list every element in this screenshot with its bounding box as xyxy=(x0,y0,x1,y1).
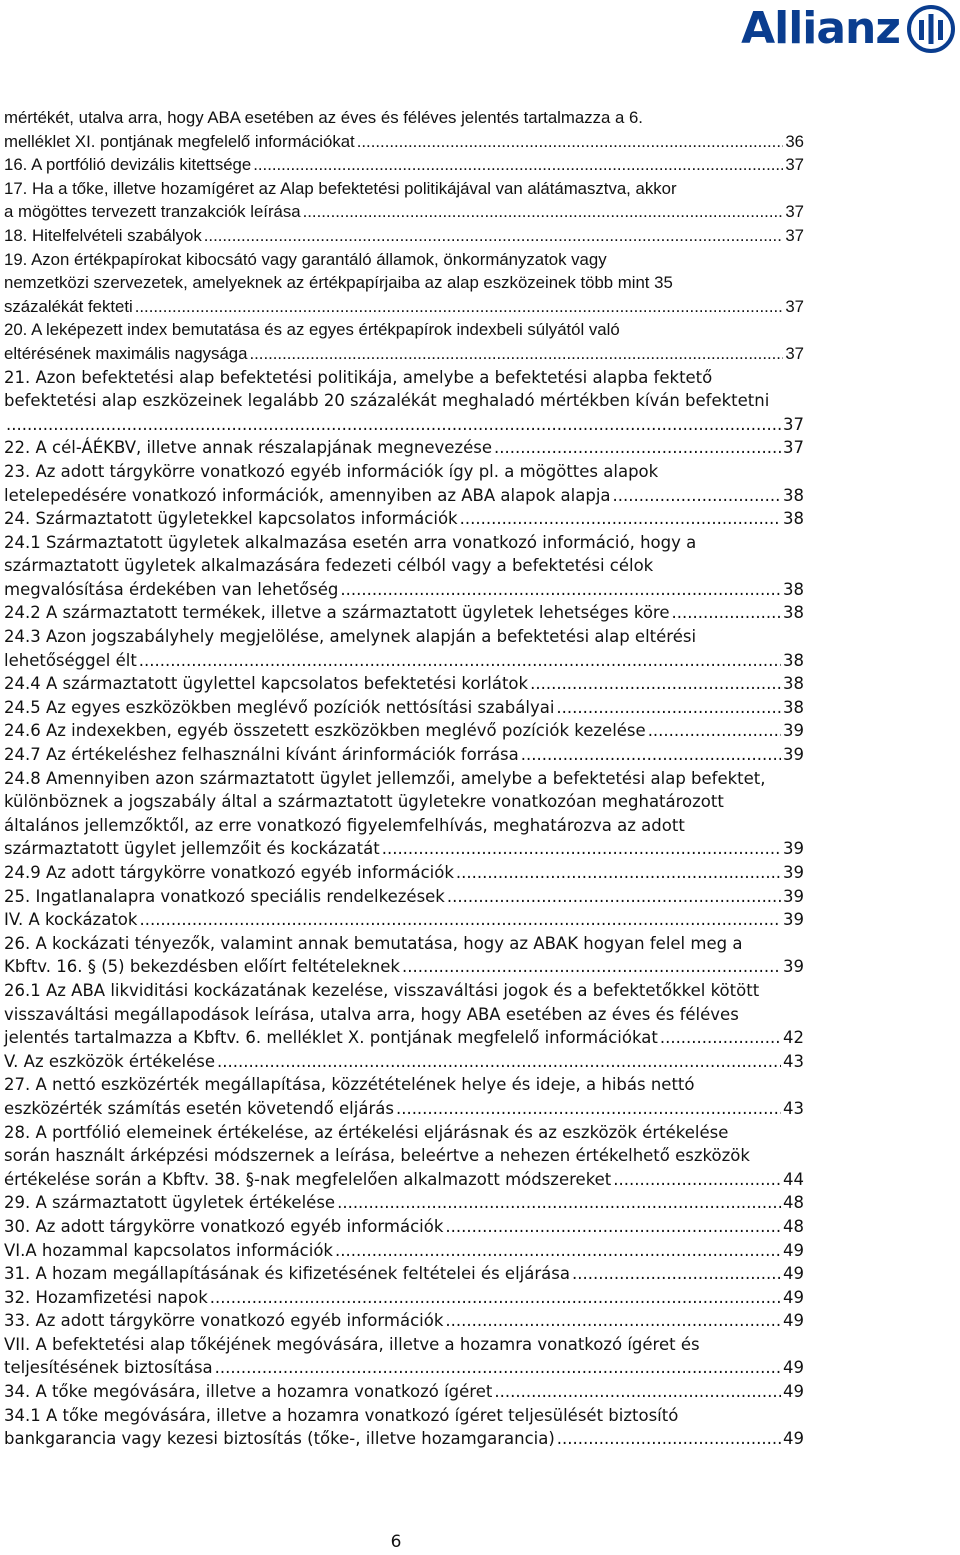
toc-entry[interactable] xyxy=(4,1239,804,1263)
toc-entry-text: nemzetközi szervezetek, amelyeknek az értékpapírjaiba az alap eszközeinek több mint 35 xyxy=(4,273,673,293)
toc-entry-text: a mögöttes tervezett tranzakciók leírása xyxy=(4,202,301,222)
toc-page-number: 49 xyxy=(783,1240,804,1260)
toc-page-number: 49 xyxy=(783,1429,804,1449)
toc-page-number: 48 xyxy=(783,1193,804,1213)
toc-entry-last-line xyxy=(4,200,804,224)
toc-entry[interactable] xyxy=(4,672,804,696)
toc-entry-text: 24.7 Az értékeléshez felhasználni kívánt árinformációk forrása xyxy=(4,745,519,765)
dot-leader xyxy=(521,743,781,767)
toc-entry-text: lehetőséggel élt xyxy=(4,650,137,670)
toc-entry-text: 24.5 Az egyes eszközökben meglévő pozíciók nettósítási szabályai xyxy=(4,697,555,717)
toc-entry-last-line xyxy=(4,507,804,531)
toc-page-number: 37 xyxy=(785,202,804,222)
toc-entry-text: teljesítésének biztosítása xyxy=(4,1358,213,1378)
toc-entry[interactable] xyxy=(4,767,804,861)
toc-entry[interactable] xyxy=(4,436,804,460)
toc-entry-text: 26.1 Az ABA likviditási kockázatának kezelése, visszaváltási jogok és a befektetőkkel kötött xyxy=(4,980,760,1000)
toc-page-number: 42 xyxy=(783,1028,804,1048)
toc-entry[interactable] xyxy=(4,1309,804,1333)
toc-page-number: 39 xyxy=(783,745,804,765)
toc-page-number: 49 xyxy=(783,1311,804,1331)
dot-leader xyxy=(460,507,781,531)
toc-entry-text: IV. A kockázatok xyxy=(4,910,138,930)
toc-entry-text: során használt árképzési módszernek a leírása, beleértve a nehezen értékelhető eszközök xyxy=(4,1146,750,1166)
dot-leader xyxy=(445,1215,781,1239)
toc-entry[interactable] xyxy=(4,743,804,767)
dot-leader xyxy=(456,861,781,885)
toc-entry-last-line xyxy=(4,649,804,673)
toc-entry-text: különböznek a jogszabály által a származtatott ügyletekre vonatkozóan meghatározott xyxy=(4,792,724,812)
toc-entry-text: 18. Hitelfelvételi szabályok xyxy=(4,225,202,245)
allianz-logo xyxy=(741,4,956,54)
logo-wordmark: Allianz xyxy=(741,3,900,54)
toc-entry[interactable] xyxy=(4,460,804,507)
toc-entry[interactable] xyxy=(4,531,804,602)
toc-entry-text: befektetési alap eszközeinek legalább 20 százalékát meghaladó mértékben kíván befektetni xyxy=(4,391,770,411)
toc-page-number: 48 xyxy=(783,1216,804,1236)
dot-leader xyxy=(556,696,781,720)
dot-leader xyxy=(530,672,781,696)
toc-entry-last-line xyxy=(4,672,804,696)
dot-leader xyxy=(557,1427,781,1451)
dot-leader xyxy=(402,955,781,979)
toc-entry-last-line xyxy=(4,1286,804,1310)
dot-leader xyxy=(139,908,781,932)
toc-entry[interactable] xyxy=(4,696,804,720)
toc-entry[interactable] xyxy=(4,1380,804,1404)
toc-page-number: 43 xyxy=(783,1098,804,1118)
toc-page-number: 37 xyxy=(785,296,804,316)
toc-entry-text: 34.1 A tőke megóvására, illetve a hozamra vonatkozó ígéret teljesülését biztosító xyxy=(4,1405,679,1425)
toc-entry-text: 24.9 Az adott tárgykörre vonatkozó egyéb információk xyxy=(4,863,454,882)
toc-entry-last-line xyxy=(4,696,804,720)
toc-entry[interactable] xyxy=(4,1215,804,1239)
toc-entry-text: 24.3 Azon jogszabályhely megjelölése, amelynek alapján a befektetési alap eltérési xyxy=(4,627,697,647)
toc-entry-text: VI.A hozammal kapcsolatos információk xyxy=(4,1240,333,1260)
dot-leader xyxy=(210,1286,781,1310)
toc-entry[interactable] xyxy=(4,1073,804,1120)
toc-page-number: 49 xyxy=(783,1382,804,1402)
toc-entry-text: mértékét, utalva arra, hogy ABA esetében az éves és féléves jelentés tartalmazza a 6. xyxy=(4,108,643,127)
toc-entry-text: visszaváltási megállapodások leírása, utalva arra, hogy ABA esetében az éves és féléves xyxy=(4,1004,739,1024)
toc-entry[interactable] xyxy=(4,625,804,672)
toc-entry[interactable] xyxy=(4,1286,804,1310)
dot-leader xyxy=(335,1239,781,1263)
toc-entry-text: 17. Ha a tőke, illetve hozamígéret az Alap befektetési politikájával van alátámasztva, akkor xyxy=(4,178,677,198)
toc-entry-text: 24.4 A származtatott ügylettel kapcsolatos befektetési korlátok xyxy=(4,674,529,694)
toc-page-number: 39 xyxy=(783,886,804,906)
toc-entry-text: 30. Az adott tárgykörre vonatkozó egyéb információk xyxy=(4,1216,444,1236)
toc-entry-last-line xyxy=(4,719,804,743)
dot-leader xyxy=(135,295,784,319)
toc-entry-text: jelentés tartalmazza a Kbftv. 6. melléklet X. pontjának megfelelő információkat xyxy=(4,1028,658,1048)
dot-leader xyxy=(215,1356,781,1380)
toc-entry[interactable] xyxy=(4,1191,804,1215)
dot-leader xyxy=(340,578,781,602)
toc-entry-last-line xyxy=(4,413,804,437)
dot-leader xyxy=(445,1309,781,1333)
toc-entry-text: általános jellemzőktől, az erre vonatkozó figyelemfelhívás, meghatározva az adott xyxy=(4,815,685,835)
toc-entry-continuation[interactable] xyxy=(4,106,804,153)
toc-entry-text: százalékát fekteti xyxy=(4,296,133,316)
dot-leader xyxy=(648,719,781,743)
toc-entry-last-line xyxy=(4,885,804,909)
toc-entry[interactable] xyxy=(4,1404,804,1451)
dot-leader xyxy=(357,130,784,154)
toc-entry[interactable] xyxy=(4,908,804,932)
toc-entry-last-line xyxy=(4,342,804,366)
toc-entry-text: 24.2 A származtatott termékek, illetve a származtatott ügyletek lehetséges köre xyxy=(4,603,670,623)
toc-page-number: 43 xyxy=(783,1051,804,1071)
toc-entry-last-line xyxy=(4,436,804,460)
toc-entry-text: 26. A kockázati tényezők, valamint annak bemutatása, hogy az ABAK hogyan felel meg a xyxy=(4,933,743,953)
toc-entry-last-line xyxy=(4,837,804,861)
toc-entry[interactable] xyxy=(4,366,804,437)
table-of-contents xyxy=(4,106,804,1451)
dot-leader xyxy=(494,1380,781,1404)
toc-entry-text: 24.6 Az indexekben, egyéb összetett eszközökben meglévő pozíciók kezelése xyxy=(4,721,646,741)
toc-page-number: 38 xyxy=(783,579,804,599)
toc-entry-text: 24.8 Amennyiben azon származtatott ügylet jellemzői, amelybe a befektetési alap befektet, xyxy=(4,768,766,788)
toc-entry-last-line xyxy=(4,1097,804,1121)
toc-entry-text: származtatott ügylet jellemzőit és kockázatát xyxy=(4,839,380,859)
toc-page-number: 49 xyxy=(783,1287,804,1307)
toc-entry-text: 27. A nettó eszközérték megállapítása, közzétételének helye és ideje, a hibás nettó xyxy=(4,1075,695,1095)
toc-entry-last-line xyxy=(4,743,804,767)
dot-leader xyxy=(139,649,781,673)
toc-entry-text: 21. Azon befektetési alap befektetési politikája, amelybe a befektetési alapba fektető xyxy=(4,367,713,387)
toc-entry[interactable] xyxy=(4,1262,804,1286)
toc-entry-text: V. Az eszközök értékelése xyxy=(4,1051,216,1071)
toc-page-number: 36 xyxy=(785,131,804,151)
toc-entry[interactable] xyxy=(4,1050,804,1074)
toc-entry-last-line xyxy=(4,1168,804,1192)
dot-leader xyxy=(447,885,781,909)
toc-entry-last-line xyxy=(4,1191,804,1215)
toc-entry-text: 28. A portfólió elemeinek értékelése, az értékelési eljárásnak és az eszközök értékelése xyxy=(4,1122,729,1142)
toc-page-number: 39 xyxy=(783,910,804,930)
dot-leader xyxy=(613,484,781,508)
toc-entry-text: 25. Ingatlanalapra vonatkozó speciális rendelkezések xyxy=(4,886,445,906)
toc-entry-last-line xyxy=(4,153,804,177)
toc-page-number: 38 xyxy=(783,674,804,694)
toc-page-number: 39 xyxy=(783,721,804,741)
toc-entry-text: 23. Az adott tárgykörre vonatkozó egyéb információk így pl. a mögöttes alapok xyxy=(4,461,659,481)
toc-entry-last-line xyxy=(4,1309,804,1333)
toc-entry-text: 31. A hozam megállapításának és kifizetésének feltételei és eljárása xyxy=(4,1264,570,1284)
toc-entry-last-line xyxy=(4,1262,804,1286)
toc-page-number: 44 xyxy=(783,1169,804,1189)
toc-entry[interactable] xyxy=(4,885,804,909)
toc-entry-text: 29. A származtatott ügyletek értékelése xyxy=(4,1193,336,1213)
dot-leader xyxy=(253,153,783,177)
toc-page-number: 49 xyxy=(783,1264,804,1284)
toc-entry-text: 22. A cél-ÁÉKBV, illetve annak részalapjának megnevezése xyxy=(4,438,492,458)
toc-entry[interactable] xyxy=(4,861,804,885)
page-number: 6 xyxy=(390,1532,402,1552)
toc-entry[interactable] xyxy=(4,601,804,625)
toc-entry-text: Kbftv. 16. § (5) bekezdésben előírt feltételeknek xyxy=(4,957,400,977)
toc-entry-last-line xyxy=(4,1215,804,1239)
toc-entry-last-line xyxy=(4,1356,804,1380)
toc-entry-last-line xyxy=(4,955,804,979)
dot-leader xyxy=(337,1191,781,1215)
toc-page-number: 39 xyxy=(783,839,804,859)
toc-entry-text: 33. Az adott tárgykörre vonatkozó egyéb információk xyxy=(4,1311,444,1331)
toc-entry[interactable] xyxy=(4,153,804,177)
dot-leader xyxy=(494,436,781,460)
toc-entry-text: 20. A leképezett index bemutatása és az egyes értékpapírok indexbeli súlyától való xyxy=(4,320,620,340)
toc-entry[interactable] xyxy=(4,224,804,248)
dot-leader xyxy=(672,601,782,625)
toc-entry-text: származtatott ügyletek alkalmazására fedezeti célból vagy a befektetési célok xyxy=(4,556,654,576)
dot-leader xyxy=(249,342,783,366)
toc-entry[interactable] xyxy=(4,318,804,365)
toc-entry-last-line xyxy=(4,1050,804,1074)
toc-page-number: 49 xyxy=(783,1358,804,1378)
toc-entry-last-line xyxy=(4,1427,804,1451)
dot-leader xyxy=(6,413,781,437)
toc-entry[interactable] xyxy=(4,507,804,531)
toc-entry[interactable] xyxy=(4,248,804,319)
toc-entry[interactable] xyxy=(4,177,804,224)
toc-entry[interactable] xyxy=(4,979,804,1050)
toc-entry-last-line xyxy=(4,1239,804,1263)
toc-entry-text: VII. A befektetési alap tőkéjének megóvására, illetve a hozamra vonatkozó ígéret és xyxy=(4,1334,700,1354)
toc-page-number: 39 xyxy=(783,957,804,977)
toc-entry-text: letelepedésére vonatkozó információk, amennyiben az ABA alapok alapja xyxy=(4,485,611,505)
dot-leader xyxy=(396,1097,781,1121)
toc-entry-text: bankgarancia vagy kezesi biztosítás (tőke-, illetve hozamgarancia) xyxy=(4,1429,555,1449)
toc-entry-text: 32. Hozamfizetési napok xyxy=(4,1287,208,1307)
toc-entry-text: 34. A tőke megóvására, illetve a hozamra vonatkozó ígéret xyxy=(4,1382,493,1402)
dot-leader xyxy=(204,224,784,248)
toc-entry-text: értékelése során a Kbftv. 38. §-nak megfelelően alkalmazott módszereket xyxy=(4,1169,612,1189)
toc-page-number: 38 xyxy=(783,650,804,670)
dot-leader xyxy=(217,1050,781,1074)
toc-entry-text: eltérésének maximális nagysága xyxy=(4,343,248,363)
toc-entry[interactable] xyxy=(4,1121,804,1192)
dot-leader xyxy=(613,1168,781,1192)
toc-entry-text: 19. Azon értékpapírokat kibocsátó vagy garantáló államok, önkormányzatok vagy xyxy=(4,249,607,269)
toc-entry-last-line xyxy=(4,224,804,248)
toc-page-number: 38 xyxy=(783,485,804,505)
toc-page-number: 37 xyxy=(783,438,804,458)
toc-page-number: 37 xyxy=(783,414,804,434)
toc-entry-last-line xyxy=(4,578,804,602)
toc-page-number: 39 xyxy=(783,863,804,882)
toc-entry-text: melléklet XI. pontjának megfelelő információkat xyxy=(4,131,355,151)
toc-entry[interactable] xyxy=(4,1333,804,1380)
toc-entry-last-line xyxy=(4,1380,804,1404)
toc-entry-text: eszközérték számítás esetén követendő eljárás xyxy=(4,1098,394,1118)
toc-entry-last-line xyxy=(4,484,804,508)
dot-leader xyxy=(572,1262,781,1286)
toc-entry-text: 16. A portfólió devizális kitettsége xyxy=(4,155,252,175)
toc-entry-last-line xyxy=(4,295,804,319)
toc-entry[interactable] xyxy=(4,932,804,979)
toc-entry-last-line xyxy=(4,908,804,932)
toc-entry-text: 24.1 Származtatott ügyletek alkalmazása esetén arra vonatkozó információ, hogy a xyxy=(4,532,697,552)
toc-page-number: 37 xyxy=(785,225,804,245)
toc-page-number: 38 xyxy=(783,603,804,623)
dot-leader xyxy=(382,837,781,861)
toc-page-number: 37 xyxy=(785,155,804,175)
toc-page-number: 37 xyxy=(785,343,804,363)
toc-entry-last-line xyxy=(4,601,804,625)
toc-page-number: 38 xyxy=(783,509,804,529)
allianz-eagle-icon xyxy=(906,4,956,54)
toc-entry-last-line xyxy=(4,1026,804,1050)
dot-leader xyxy=(303,200,784,224)
toc-entry-last-line xyxy=(4,130,804,154)
toc-entry-text: 24. Származtatott ügyletekkel kapcsolatos információk xyxy=(4,509,458,529)
dot-leader xyxy=(660,1026,781,1050)
toc-entry-text: megvalósítása érdekében van lehetőség xyxy=(4,579,339,599)
toc-entry[interactable] xyxy=(4,719,804,743)
toc-entry-last-line xyxy=(4,861,804,885)
toc-page-number: 38 xyxy=(783,697,804,717)
